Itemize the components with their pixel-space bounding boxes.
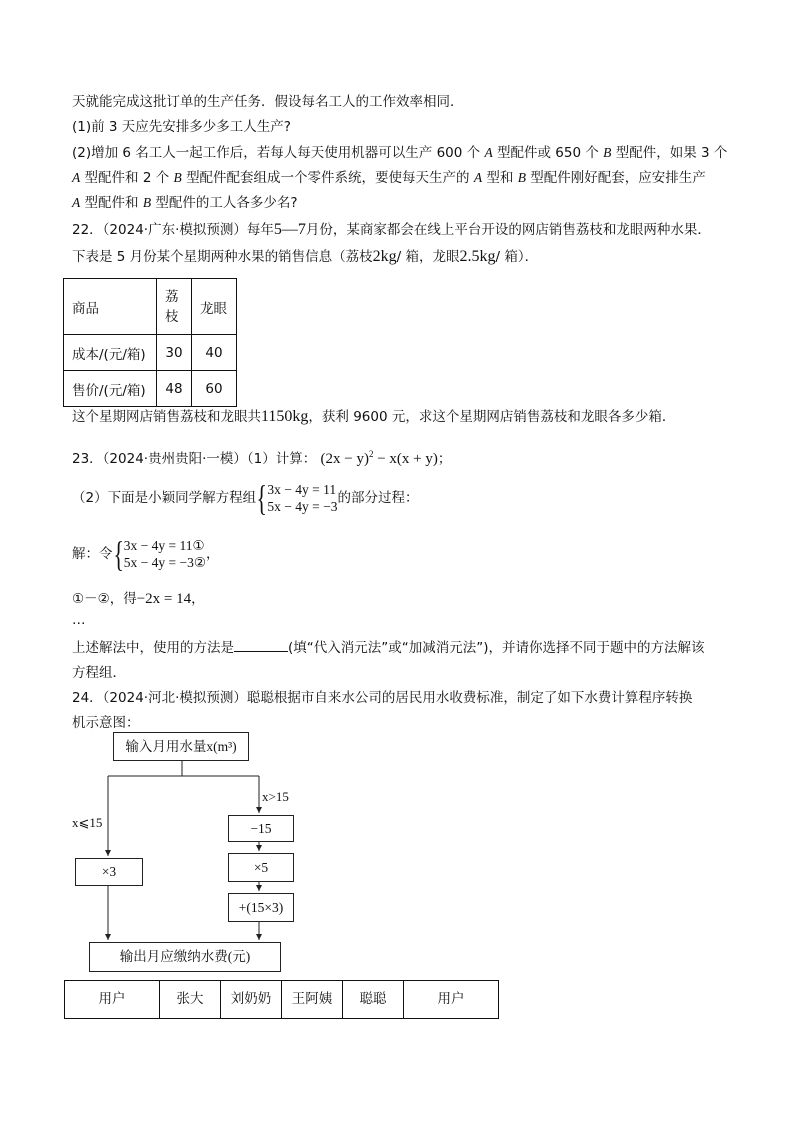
q23-method-end: 方程组． — [72, 665, 126, 681]
brace: { — [256, 478, 267, 518]
flow-cond-right: x>15 — [262, 789, 289, 804]
q23-solution: 解：令{ 3x − 4y = 11① 5x − 4y = −3② ， — [72, 534, 220, 574]
q23-header: 23．（2024·贵州贵阳·一模）（1）计算： $(2x - y)^2 - x(x + y)$； — [72, 449, 452, 467]
table-row — [65, 981, 499, 1019]
table-cell: 商品 — [64, 279, 157, 335]
flow-output-box: 输出月应缴纳水费(元) — [89, 942, 281, 972]
brace: { — [112, 534, 124, 574]
table-cell: 用户 — [65, 981, 160, 1019]
table-cell: 王阿姨 — [282, 981, 343, 1019]
q21-part2-line2: A 型配件和 2 个 B 型配件配套组成一个零件系统，要使每天生产的 A 型和 B 型配件刚好配套，应安排生产 — [72, 170, 706, 186]
user-table — [64, 980, 499, 1019]
q22-question: 这个星期网店销售荔枝和龙眼共1150kg，获利 9600 元，求这个星期网店销售荔枝和龙眼各多少箱． — [72, 408, 676, 425]
flow-minus-15-box: −15 — [228, 815, 294, 842]
table-cell: 售价/(元/箱) — [64, 371, 157, 407]
flow-cond-left: x⩽15 — [72, 815, 103, 830]
table-cell: 40 — [192, 335, 237, 371]
flow-times-3-box: ×3 — [75, 858, 143, 886]
q24-header2: 机示意图： — [72, 715, 140, 731]
table-cell: 龙眼 — [192, 279, 237, 335]
intro-line: 天就能完成这批订单的生产任务．假设每名工人的工作效率相同． — [72, 94, 464, 110]
table-cell: 用户 — [404, 981, 499, 1019]
q24-header: 24．（2024·河北·模拟预测）聪聪根据市自来水公司的居民用水收费标准，制定了如下水费计算程序转换 — [72, 690, 693, 706]
q23-method: 上述解法中，使用的方法是 (填“代入消元法”或“加减消元法”)，并请你选择不同于题中的方法解该 — [72, 637, 705, 658]
q23-part2: （2）下面是小颖同学解方程组{ 3x − 4y = 11 5x − 4y = −3 的部分过程： — [72, 478, 419, 518]
q21-part1: (1)前 3 天应先安排多少多工人生产? — [72, 119, 291, 135]
table-cell: 张大 — [160, 981, 221, 1019]
equation-system: 3x − 4y = 11 5x − 4y = −3 — [267, 482, 338, 514]
q21-part2-line1: (2)增加 6 名工人一起工作后，若每人每天使用机器可以生产 600 个 A 型配件或 650 个 B 型配件，如果 3 个 — [72, 145, 728, 161]
q22-line2: 下表是 5 月份某个星期两种水果的销售信息（荔枝2kg/ 箱，龙眼2.5kg/ 箱）． — [72, 248, 539, 265]
flow-times-5-box: ×5 — [228, 853, 294, 882]
table-cell: 荔枝 — [157, 279, 192, 335]
q23-step: ①－②，得−2x = 14， — [72, 591, 205, 607]
table-cell: 聪聪 — [343, 981, 404, 1019]
table-cell: 60 — [192, 371, 237, 407]
solution-system: 3x − 4y = 11① 5x − 4y = −3② — [123, 538, 206, 570]
table-cell: 30 — [157, 335, 192, 371]
table-cell: 成本/(元/箱) — [64, 335, 157, 371]
q21-part2-line3: A 型配件和 B 型配件的工人各多少名? — [72, 195, 298, 211]
table-cell: 刘奶奶 — [221, 981, 282, 1019]
flow-plus-45-box: +(15×3) — [228, 893, 294, 922]
q22-header: 22．（2024·广东·模拟预测）每年5—7月份，某商家都会在线上平台开设的网店销售荔枝和龙眼两种水果． — [72, 221, 711, 238]
ellipsis: … — [72, 612, 86, 628]
flow-input-box: 输入月用水量x(m³) — [113, 732, 249, 761]
table-cell: 48 — [157, 371, 192, 407]
